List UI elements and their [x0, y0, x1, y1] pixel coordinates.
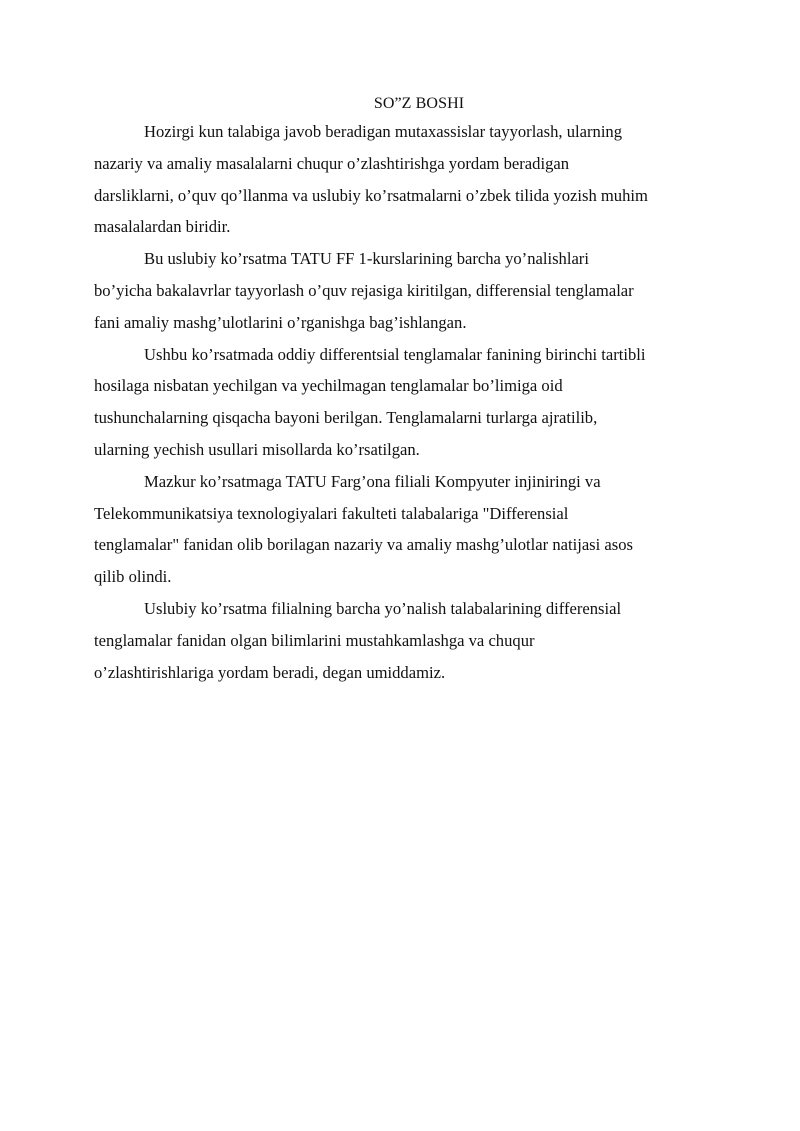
paragraph-line: Mazkur ko’rsatmaga TATU Farg’ona filiali Kompyuter injiniringi va	[144, 471, 601, 491]
page-title: SO”Z BOSHI	[373, 95, 465, 112]
paragraph-line: tenglamalar" fanidan olib borilagan nazariy va amaliy mashg’ulotlar natijasi asos	[94, 535, 633, 555]
paragraph-line: Uslubiy ko’rsatma filialning barcha yo’nalish talabalarining differensial	[144, 598, 622, 618]
paragraph-4	[94, 466, 734, 593]
paragraph-5	[94, 593, 734, 688]
paragraph-line: darsliklarni, o’quv qo’llanma va uslubiy ko’rsatmalarni o’zbek tilida yozish muhim	[94, 185, 648, 205]
paragraph-line: bo’yicha bakalavrlar tayyorlash o’quv rejasiga kiritilgan, differensial tenglamalar	[94, 280, 634, 300]
paragraph-line: Telekommunikatsiya texnologiyalari fakulteti talabalariga "Differensial	[94, 503, 569, 523]
paragraph-line: tenglamalar fanidan olgan bilimlarini mustahkamlashga va chuqur	[94, 630, 535, 650]
paragraph-line: Ushbu ko’rsatmada oddiy differentsial tenglamalar fanining birinchi tartibli	[144, 344, 646, 364]
paragraph-1	[94, 116, 734, 243]
paragraph-line: qilib olindi.	[94, 567, 172, 587]
paragraph-line: Bu uslubiy ko’rsatma TATU FF 1-kurslarining barcha yo’nalishlari	[144, 249, 589, 269]
paragraph-line: fani amaliy mashg’ulotlarini o’rganishga bag’ishlangan.	[94, 312, 467, 332]
document-page	[94, 92, 734, 688]
paragraph-line: nazariy va amaliy masalalarni chuqur o’zlashtirishga yordam beradigan	[94, 153, 570, 173]
paragraph-line: hosilaga nisbatan yechilgan va yechilmagan tenglamalar bo’limiga oid	[94, 376, 563, 396]
paragraph-line: tushunchalarning qisqacha bayoni berilgan. Tenglamalarni turlarga ajratilib,	[94, 408, 598, 428]
paragraph-line: Hozirgi kun talabiga javob beradigan mutaxassislar tayyorlash, ularning	[144, 122, 623, 141]
paragraph-line: masalalardan biridir.	[94, 217, 231, 237]
paragraph-2	[94, 243, 734, 338]
paragraph-line: ularning yechish usullari misollarda ko’rsatilgan.	[94, 439, 420, 459]
paragraph-line: o’zlashtirishlariga yordam beradi, degan umiddamiz.	[94, 662, 446, 682]
paragraph-3	[94, 339, 734, 466]
